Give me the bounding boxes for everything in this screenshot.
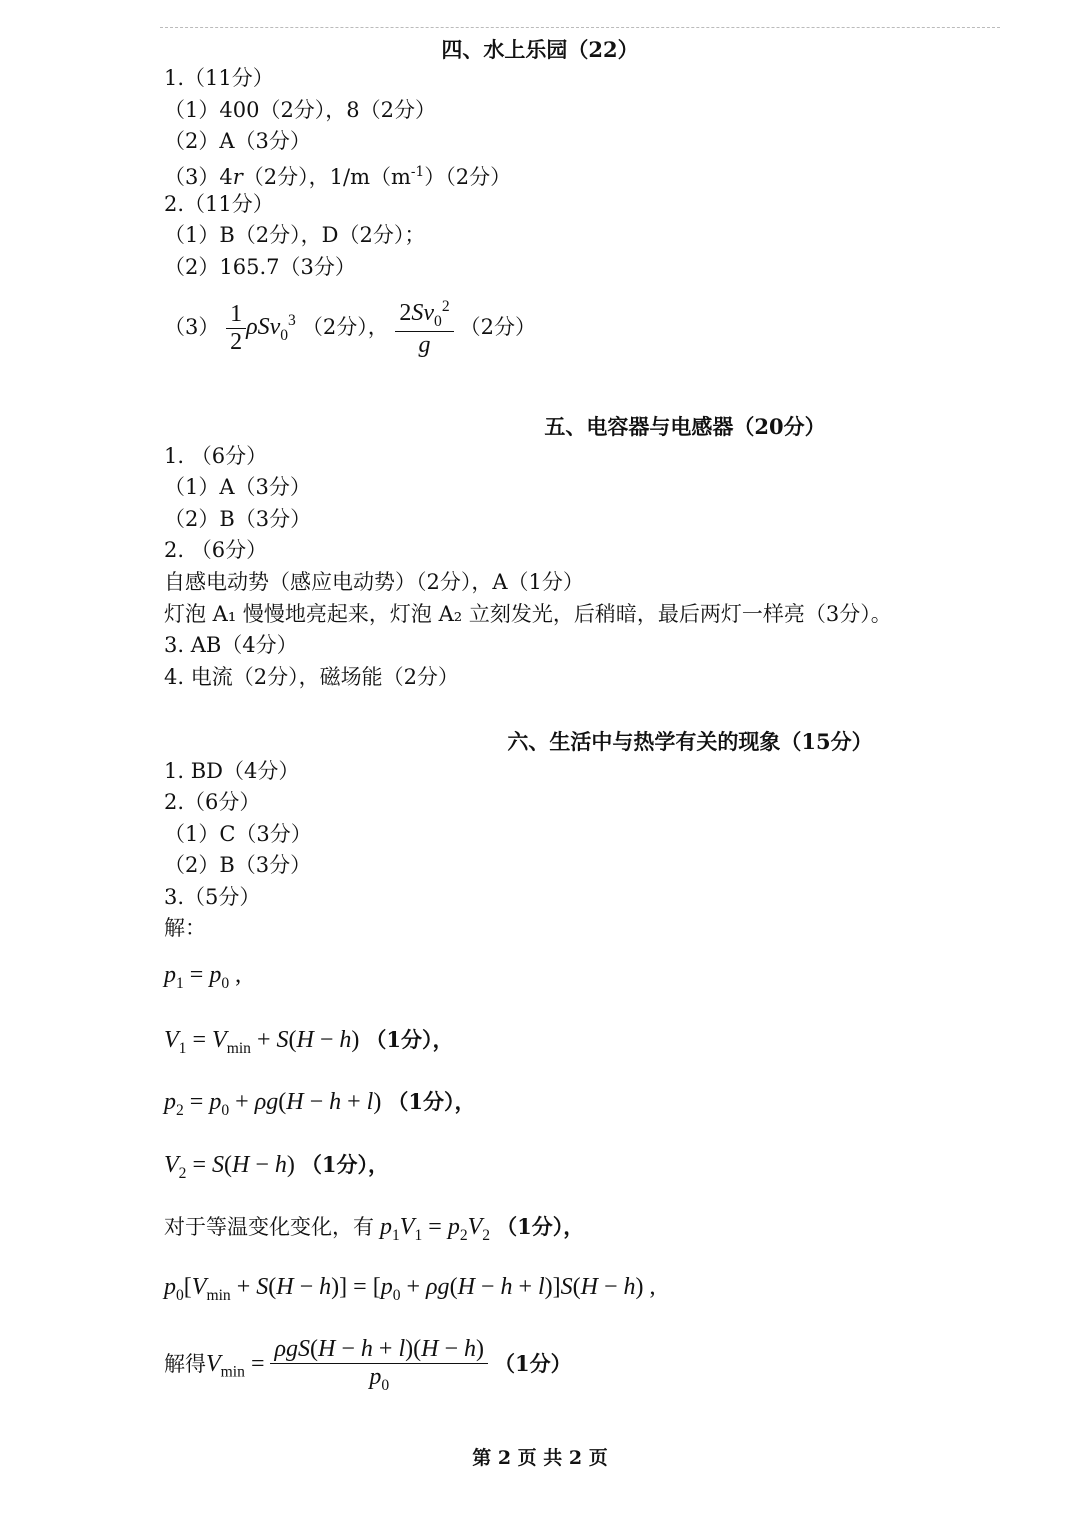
eq-p2: $p_2 = p_0 + \rho g(H - h + l)$ （1分）， xyxy=(164,1089,476,1119)
s6-q3: 3.（5分） xyxy=(164,885,261,909)
s4-q1-3-a: （3）4 xyxy=(164,165,233,189)
s5-q4: 4. 电流（2分），磁场能（2分） xyxy=(164,665,459,689)
eq-isothermal-score: （1分）， xyxy=(496,1214,585,1239)
s6-q2: 2.（6分） xyxy=(164,790,261,814)
s5-q1-2: （2）B（3分） xyxy=(164,507,312,531)
eq-v2: $V_2 = S(H - h)$ （1分）， xyxy=(164,1152,390,1182)
eq-vmin: 解得$V_{min}$ = $\frac{\text{ρgS(H − h + l)(H − h)}}{p_0}$ （1分） xyxy=(164,1336,572,1394)
s6-q1: 1. BD（4分） xyxy=(164,759,300,783)
half-fraction: $\frac{1}{2}$ xyxy=(226,301,246,356)
s4-q2-1: （1）B（2分），D（2分）； xyxy=(164,223,426,247)
s4-q2-3-suffix: （2分） xyxy=(459,314,537,339)
s5-q1-1: （1）A（3分） xyxy=(164,475,311,499)
s4-q1: 1.（11分） xyxy=(164,66,274,90)
section-4-title: 四、水上乐园（22） xyxy=(441,37,639,62)
eq-isothermal: 对于等温变化变化，有 $p_1V_1 = p_2V_2$ （1分）， xyxy=(164,1214,585,1244)
isothermal-text: 对于等温变化变化，有 xyxy=(164,1215,374,1239)
s5-q2-b: 灯泡 A₁ 慢慢地亮起来，灯泡 A₂ 立刻发光，后稍暗，最后两灯一样亮（3分）。 xyxy=(164,602,892,626)
height-formula xyxy=(395,298,459,358)
eq-p2-score: （1分）， xyxy=(387,1089,476,1114)
eq-v1-score: （1分）， xyxy=(365,1027,454,1052)
s5-q2-a: 自感电动势（感应电动势）（2分），A（1分） xyxy=(164,570,584,594)
solve-for-text: 解得 xyxy=(164,1351,206,1376)
s4-q1-2: （2）A（3分） xyxy=(164,129,311,153)
height-fraction: $\frac{2Sv_0^2}{g}$ xyxy=(395,298,453,359)
eq-v2-score: （1分）， xyxy=(300,1152,390,1177)
s4-q2-3 xyxy=(164,298,536,359)
eq-combined: $p_0[V_{min} + S(H - h)] = [p_0 + \rho g(H - h + l)]S(H - h)$ , xyxy=(164,1274,656,1304)
section-5-title: 五、电容器与电感器（20分） xyxy=(544,414,826,439)
s4-q1-3-c: （2分），1/m（m xyxy=(242,165,411,189)
s4-q1-3 xyxy=(164,158,511,191)
eq-v1: $V_1 = V_{min} + S(H - h)$ （1分）， xyxy=(164,1027,454,1057)
page-footer: 第 2 页 共 2 页 xyxy=(472,1447,608,1469)
s6-q2-1: （1）C（3分） xyxy=(164,822,312,846)
s4-q1-3-exp: -1 xyxy=(410,164,425,180)
eq-p1: $p_1 = p_0$ , xyxy=(164,962,242,992)
s6-q2-2: （2）B（3分） xyxy=(164,853,312,877)
s5-q1: 1. （6分） xyxy=(164,444,268,468)
s5-q2: 2. （6分） xyxy=(164,538,268,562)
s4-q2-2: （2）165.7（3分） xyxy=(164,255,356,279)
s4-q1-3-r: r xyxy=(232,165,243,189)
s4-q2-3-prefix: （3） xyxy=(164,314,220,339)
s5-q3: 3. AB（4分） xyxy=(164,633,298,657)
s4-q2: 2.（11分） xyxy=(164,192,274,216)
power-formula: $\frac{1}{2}$ ρSv$_0^3$ xyxy=(226,314,302,340)
top-divider xyxy=(160,27,1000,28)
s4-q1-1: （1）400（2分），8（2分） xyxy=(164,98,437,122)
s4-q2-3-mid: （2分）， xyxy=(301,314,389,339)
vmin-fraction: $\frac{\text{ρgS(H − h + l)(H − h)}}{p_0}$ xyxy=(270,1336,488,1395)
section-6-title: 六、生活中与热学有关的现象（15分） xyxy=(507,729,873,754)
s6-solution-label: 解： xyxy=(164,916,206,940)
s4-q1-3-e: ）（2分） xyxy=(424,165,512,189)
eq-vmin-score: （1分） xyxy=(494,1350,572,1376)
